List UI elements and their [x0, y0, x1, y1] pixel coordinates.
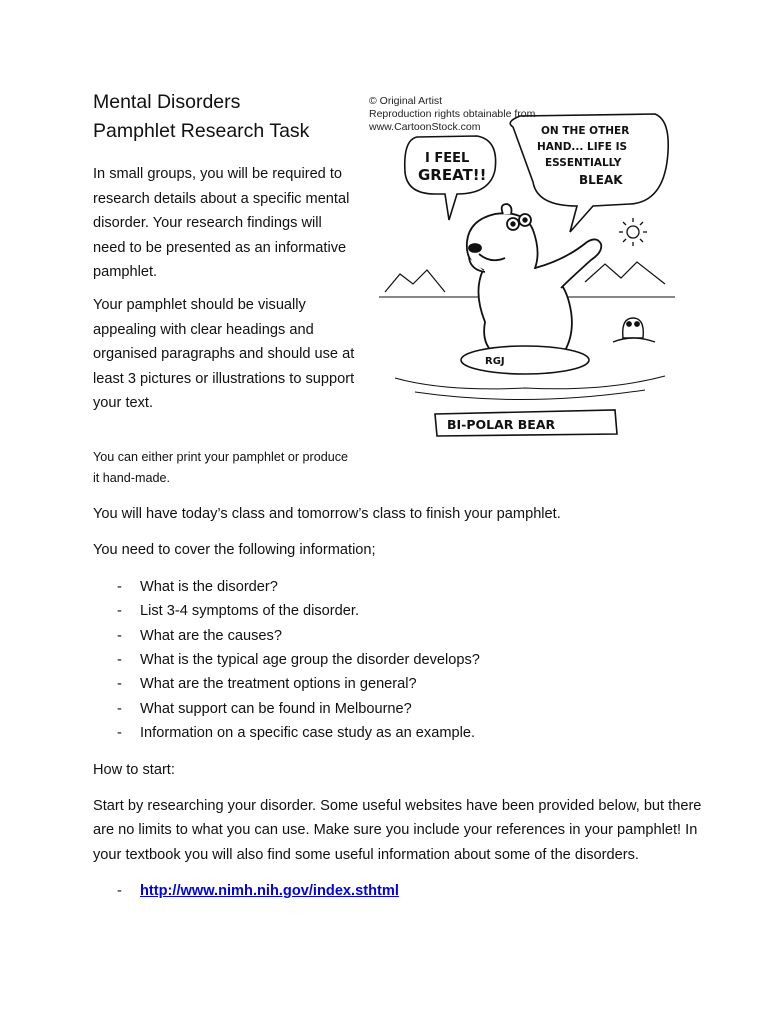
print-note: You can either print your pamphlet or produce it hand-made.: [93, 450, 349, 485]
list-item: [93, 599, 703, 623]
list-item-text: Information on a specific case study as an example.: [140, 725, 476, 742]
list-item-text: What support can be found in Melbourne?: [140, 700, 412, 717]
list-item: [93, 624, 703, 648]
how-to-start-heading: How to start:: [93, 761, 175, 778]
bubble-left-line-1: I FEEL: [425, 151, 470, 166]
bipolar-bear-cartoon: [365, 92, 685, 444]
list-dash: -: [117, 725, 122, 742]
intro-paragraph-2: Your pamphlet should be visually appealing with clear headings and organised paragraphs and should use at least 3 pictures or illustrations to support your text.: [93, 296, 355, 412]
bubble-right-line-3: ESSENTIALLY: [545, 157, 622, 169]
cover-intro-text: You need to cover the following information;: [93, 542, 376, 559]
list-item: [93, 697, 703, 721]
list-item-text: What is the disorder?: [140, 578, 278, 595]
list-item-text: What is the typical age group the disorder develops?: [140, 652, 480, 669]
start-paragraph: Start by researching your disorder. Some useful websites have been provided below, but there are no limits to what you can use. Make sure you include your references in your pamphlet! In your textbook you will also find some useful information about some of the disorders.: [93, 798, 702, 863]
bubble-right-line-2: HAND... LIFE IS: [537, 141, 628, 153]
ice-floe: [461, 346, 589, 374]
information-list: [93, 575, 703, 746]
credit-line-2: Reproduction rights obtainable from: [369, 108, 536, 120]
list-item: [93, 575, 703, 599]
creature-in-water: [613, 318, 655, 342]
credit-line-3: www.CartoonStock.com: [369, 121, 481, 133]
title-line-1: Mental Disorders: [93, 91, 241, 113]
list-dash: -: [117, 883, 122, 900]
list-item: [93, 721, 703, 745]
credit-line-1: © Original Artist: [369, 95, 443, 107]
bubble-left-line-2: GREAT!!: [418, 166, 487, 184]
list-dash: -: [117, 676, 122, 693]
list-item: [93, 672, 703, 696]
water-ripples: [395, 376, 665, 400]
list-dash: -: [117, 700, 122, 717]
main-section: [93, 502, 703, 916]
list-dash: -: [117, 652, 122, 669]
bear-illustration: [467, 204, 601, 354]
page-title: [93, 88, 353, 146]
signature: RGJ: [485, 356, 505, 367]
bubble-right-line-1: ON THE OTHER: [541, 125, 630, 137]
list-dash: -: [117, 603, 122, 620]
list-item-text: What are the treatment options in general?: [140, 676, 417, 693]
bubble-right-line-4: BLEAK: [579, 173, 623, 187]
title-line-2: Pamphlet Research Task: [93, 120, 310, 142]
intro-paragraph-1: In small groups, you will be required to research details about a specific mental disorder. Your research findings will need to be presented as an informative pamphlet.: [93, 166, 350, 281]
class-time-text: You will have today’s class and tomorrow’s class to finish your pamphlet.: [93, 506, 561, 522]
list-item-text: List 3-4 symptoms of the disorder.: [140, 603, 359, 620]
sun-icon: [619, 218, 647, 246]
nimh-link[interactable]: http://www.nimh.nih.gov/index.sthtml: [140, 883, 399, 900]
intro-section: [93, 162, 355, 424]
list-item-text: What are the causes?: [140, 627, 282, 644]
link-item: [93, 879, 703, 903]
links-list: [93, 879, 703, 903]
list-item: [93, 648, 703, 672]
list-dash: -: [117, 578, 122, 595]
list-dash: -: [117, 627, 122, 644]
cartoon-caption: BI-POLAR BEAR: [447, 417, 556, 432]
